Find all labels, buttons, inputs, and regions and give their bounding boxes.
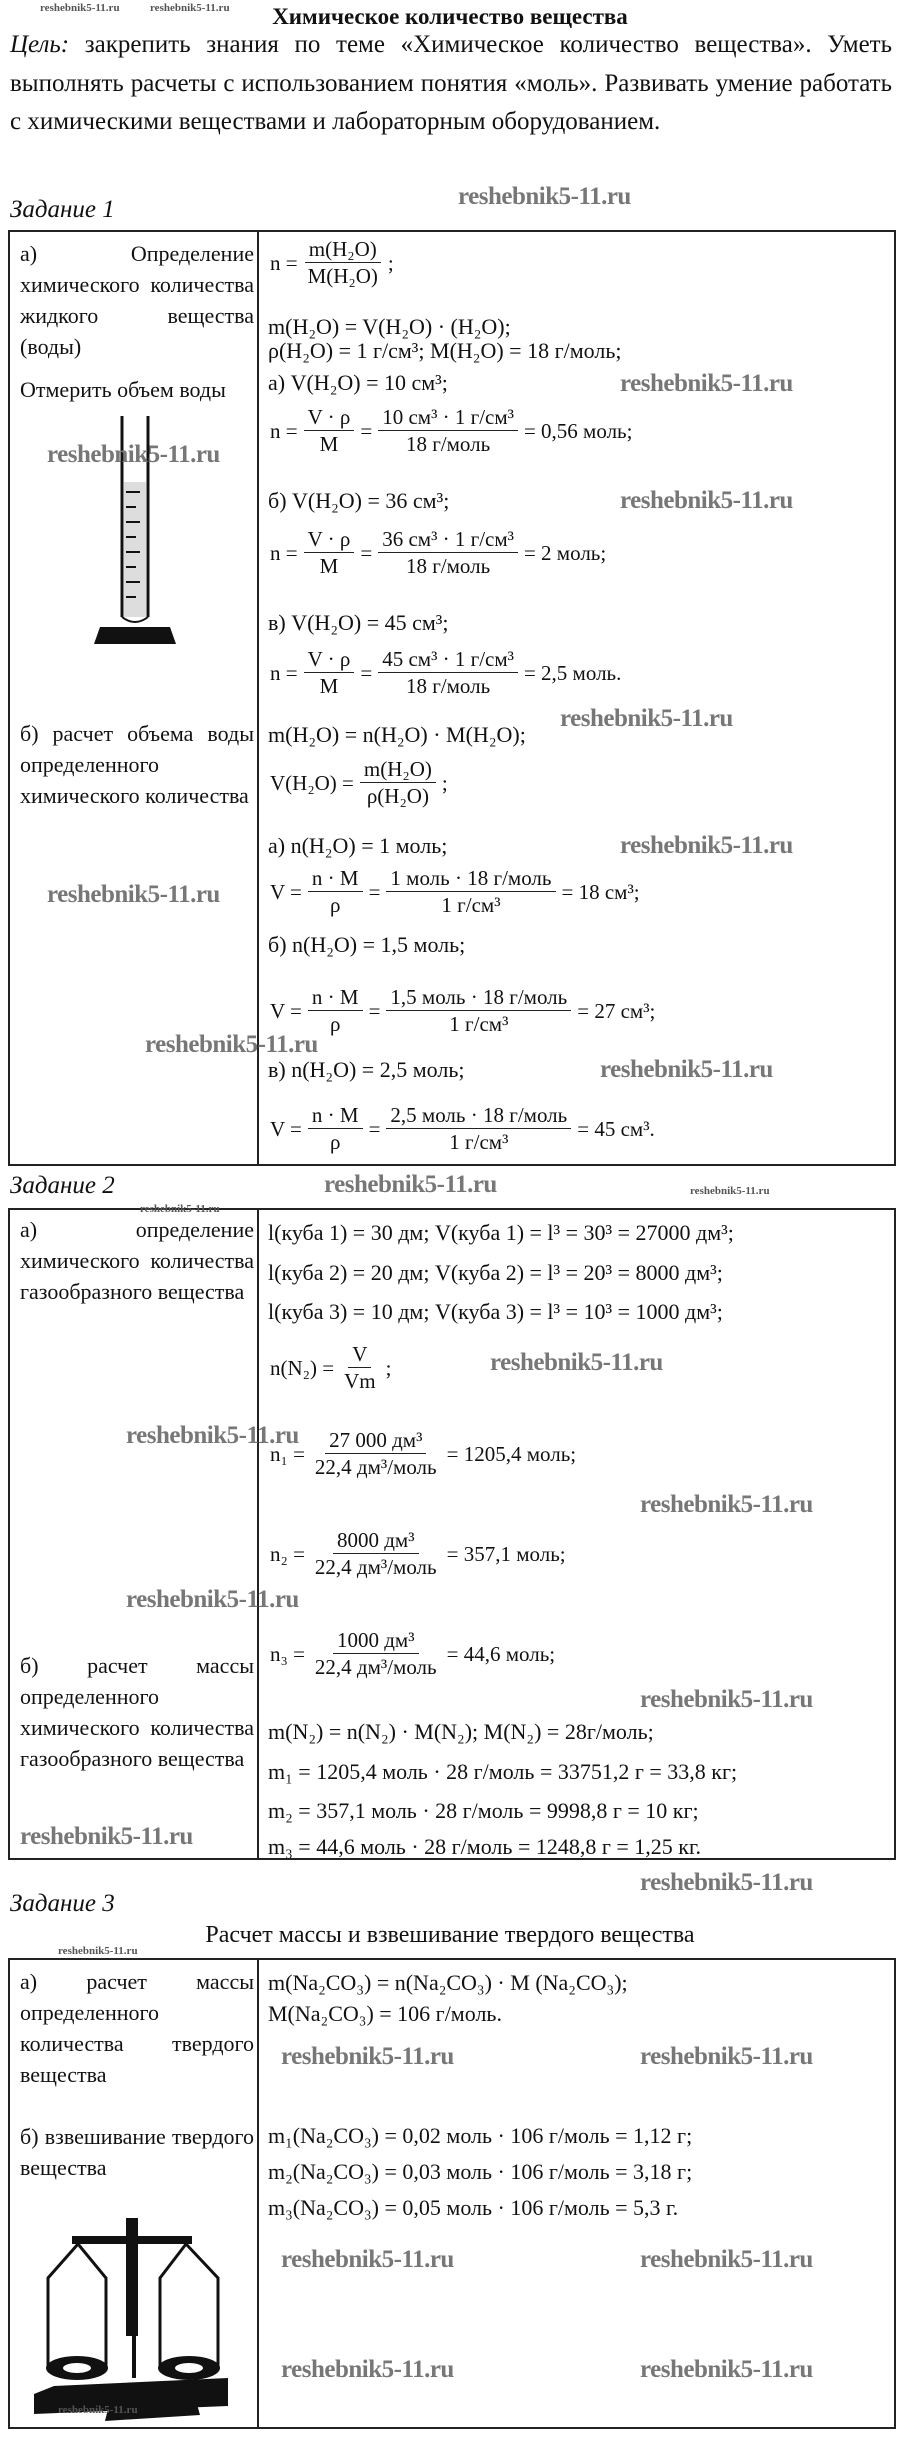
task2-left-a: а) определение химического количества газообразного вещества: [20, 1217, 254, 1304]
formula-segment: V =: [270, 879, 302, 904]
watermark: reshebnik5-11.ru: [324, 1171, 497, 1198]
denominator: 18 г/моль: [405, 554, 491, 578]
fraction-formula: [268, 1628, 557, 1680]
watermark: reshebnik5-11.ru: [458, 183, 631, 210]
fraction: [386, 866, 555, 918]
watermark: reshebnik5-11.ru: [640, 1869, 813, 1896]
formula-segment: =: [360, 540, 373, 565]
task3-subtitle: Расчет массы и взвешивание твердого вещества: [205, 1922, 695, 1948]
watermark: reshebnik5-11.ru: [58, 1945, 138, 1957]
page-title: Химическое количество вещества: [272, 4, 628, 29]
denominator: M(H₂O): [307, 264, 378, 288]
watermark: reshebnik5-11.ru: [150, 2, 230, 14]
formula-line: m(N₂) = n(N₂) · M(N₂); M(N₂) = 28г/моль;: [268, 1719, 654, 1744]
fraction: [340, 1342, 380, 1394]
formula-segment: =: [360, 418, 373, 443]
formula-segment: n =: [270, 418, 298, 443]
fraction: [304, 527, 355, 579]
task1-left-a: а) Определение химического количества жидкого вещества (воды): [20, 241, 254, 359]
watermark: reshebnik5-11.ru: [690, 1185, 770, 1197]
formula-segment: ;: [385, 1355, 392, 1380]
watermark: reshebnik5-11.ru: [126, 1422, 299, 1449]
watermark: reshebnik5-11.ru: [600, 1056, 773, 1083]
denominator: 22,4 дм³/моль: [314, 1555, 437, 1579]
fraction: [360, 757, 436, 809]
formula-line: ρ(H₂O) = 1 г/см³; M(H₂O) = 18 г/моль;: [268, 338, 622, 363]
fraction: [304, 237, 382, 289]
formula-line: а) n(H₂O) = 1 моль;: [268, 833, 448, 858]
denominator: M: [319, 674, 339, 698]
formula-segment: V =: [270, 998, 302, 1023]
goal-label: Цель:: [10, 31, 70, 58]
watermark: reshebnik5-11.ru: [640, 1491, 813, 1518]
numerator: 36 см³ · 1 г/см³: [378, 527, 518, 553]
column-divider: [257, 1960, 259, 2427]
watermark: reshebnik5-11.ru: [281, 2043, 454, 2070]
formula-line: в) n(H₂O) = 2,5 моль;: [268, 1057, 465, 1082]
denominator: M: [319, 432, 339, 456]
fraction: [378, 405, 518, 457]
formula-segment: n =: [270, 250, 298, 275]
formula-segment: n₁ =: [270, 1441, 305, 1466]
formula-segment: = 44,6 моль;: [446, 1641, 556, 1666]
numerator: V · ρ: [304, 647, 355, 673]
watermark: reshebnik5-11.ru: [640, 2246, 813, 2273]
formula-segment: = 2,5 моль.: [523, 660, 622, 685]
task1-left-b: б) расчет объема воды определенного химического количества: [20, 721, 254, 808]
numerator: 8000 дм³: [333, 1528, 419, 1554]
watermark: reshebnik5-11.ru: [140, 1203, 220, 1215]
fraction-formula: [268, 1342, 393, 1394]
watermark: reshebnik5-11.ru: [47, 441, 220, 468]
denominator: ρ: [329, 893, 341, 917]
numerator: n · M: [308, 866, 363, 892]
formula-line: l(куба 1) = 30 дм; V(куба 1) = l³ = 30³ = 27000 дм³;: [268, 1220, 734, 1245]
fraction: [311, 1628, 441, 1680]
watermark: reshebnik5-11.ru: [145, 1031, 318, 1058]
watermark: reshebnik5-11.ru: [281, 2246, 454, 2273]
watermark: reshebnik5-11.ru: [620, 487, 793, 514]
denominator: 1 г/см³: [449, 1012, 509, 1036]
fraction: [304, 405, 355, 457]
watermark: reshebnik5-11.ru: [126, 1586, 299, 1613]
watermark: reshebnik5-11.ru: [640, 2356, 813, 2383]
fraction: [386, 985, 571, 1037]
numerator: 1000 дм³: [333, 1628, 419, 1654]
fraction-formula: [268, 985, 657, 1037]
formula-line: m₃(Na₂CO₃) = 0,05 моль · 106 г/моль = 5,3 г.: [268, 2195, 679, 2220]
formula-segment: n₂ =: [270, 1541, 305, 1566]
formula-line: l(куба 3) = 10 дм; V(куба 3) = l³ = 10³ = 1000 дм³;: [268, 1299, 723, 1324]
task1-label: Задание 1: [10, 196, 115, 223]
formula-line: m₁ = 1205,4 моль · 28 г/моль = 33751,2 г = 33,8 кг;: [268, 1759, 738, 1784]
fraction-formula: [268, 237, 396, 289]
task2-label: Задание 2: [10, 1172, 115, 1199]
denominator: 18 г/моль: [405, 432, 491, 456]
formula-segment: n =: [270, 540, 298, 565]
numerator: m(H₂O): [305, 237, 381, 263]
fraction-formula: [268, 866, 642, 918]
numerator: V · ρ: [304, 405, 355, 431]
formula-segment: V(H₂O) =: [270, 770, 354, 795]
formula-segment: =: [368, 998, 381, 1023]
numerator: m(H₂O): [360, 757, 436, 783]
watermark: reshebnik5-11.ru: [58, 2404, 138, 2416]
numerator: 2,5 моль · 18 г/моль: [386, 1103, 571, 1129]
watermark: reshebnik5-11.ru: [560, 705, 733, 732]
task1-left-measure: Отмерить объем воды: [20, 377, 226, 402]
formula-line: в) V(H₂O) = 45 см³;: [268, 610, 449, 635]
fraction: [304, 647, 355, 699]
numerator: 10 см³ · 1 г/см³: [378, 405, 518, 431]
formula-line: l(куба 2) = 20 дм; V(куба 2) = l³ = 20³ = 8000 дм³;: [268, 1260, 723, 1285]
formula-segment: = 1205,4 моль;: [446, 1441, 577, 1466]
column-divider: [257, 1210, 259, 1858]
denominator: 18 г/моль: [405, 674, 491, 698]
formula-segment: = 0,56 моль;: [523, 418, 633, 443]
fraction-formula: [268, 1428, 578, 1480]
denominator: 1 г/см³: [441, 893, 501, 917]
numerator: V: [348, 1342, 371, 1368]
denominator: Vm: [344, 1369, 376, 1393]
denominator: 22,4 дм³/моль: [314, 1455, 437, 1479]
fraction-formula: [268, 757, 450, 809]
fraction-formula: [268, 647, 623, 699]
formula-segment: = 18 см³;: [561, 879, 640, 904]
fraction-formula: [268, 405, 634, 457]
numerator: 1,5 моль · 18 г/моль: [386, 985, 571, 1011]
denominator: M: [319, 554, 339, 578]
watermark: reshebnik5-11.ru: [620, 832, 793, 859]
formula-line: M(Na₂CO₃) = 106 г/моль.: [268, 2001, 502, 2026]
formula-segment: n(N₂) =: [270, 1355, 335, 1380]
numerator: 45 см³ · 1 г/см³: [378, 647, 518, 673]
formula-line: m₃ = 44,6 моль · 28 г/моль = 1248,8 г = 1,25 кг.: [268, 1834, 702, 1859]
formula-line: б) V(H₂O) = 36 см³;: [268, 488, 450, 513]
column-divider: [257, 232, 259, 1164]
watermark: reshebnik5-11.ru: [490, 1349, 663, 1376]
formula-segment: = 357,1 моль;: [446, 1541, 566, 1566]
watermark: reshebnik5-11.ru: [281, 2356, 454, 2383]
fraction: [308, 866, 363, 918]
watermark: reshebnik5-11.ru: [640, 1686, 813, 1713]
formula-line: m(H₂O) = n(H₂O) · M(H₂O);: [268, 722, 526, 747]
task3-left-b: б) взвешивание твердого вещества: [20, 2124, 254, 2180]
numerator: n · M: [308, 985, 363, 1011]
task3-label: Задание 3: [10, 1890, 115, 1917]
watermark: reshebnik5-11.ru: [20, 1823, 193, 1850]
watermark: reshebnik5-11.ru: [40, 2, 120, 14]
task2-left-b: б) расчет массы определенного химического количества газообразного вещества: [20, 1653, 254, 1771]
fraction: [378, 527, 518, 579]
formula-segment: = 45 см³.: [577, 1116, 655, 1141]
numerator: n · M: [308, 1103, 363, 1129]
formula-line: m(H₂O) = V(H₂O) · (H₂O);: [268, 314, 511, 339]
numerator: 27 000 дм³: [325, 1428, 426, 1454]
fraction: [386, 1103, 571, 1155]
fraction: [378, 647, 518, 699]
formula-line: m₁(Na₂CO₃) = 0,02 моль · 106 г/моль = 1,12 г;: [268, 2123, 693, 2148]
fraction: [308, 1103, 363, 1155]
formula-segment: n =: [270, 660, 298, 685]
formula-line: m₂ = 357,1 моль · 28 г/моль = 9998,8 г = 10 кг;: [268, 1798, 699, 1823]
watermark: reshebnik5-11.ru: [620, 370, 793, 397]
numerator: 1 моль · 18 г/моль: [386, 866, 555, 892]
fraction: [311, 1428, 441, 1480]
watermark: reshebnik5-11.ru: [47, 881, 220, 908]
fraction: [311, 1528, 441, 1580]
fraction-formula: [268, 1103, 657, 1155]
formula-segment: =: [368, 1116, 381, 1141]
denominator: ρ: [329, 1130, 341, 1154]
formula-line: m₂(Na₂CO₃) = 0,03 моль · 106 г/моль = 3,18 г;: [268, 2159, 693, 2184]
formula-segment: V =: [270, 1116, 302, 1141]
formula-line: а) V(H₂O) = 10 см³;: [268, 370, 448, 395]
watermark: reshebnik5-11.ru: [640, 2043, 813, 2070]
formula-segment: ;: [441, 770, 448, 795]
formula-segment: =: [368, 879, 381, 904]
denominator: 1 г/см³: [449, 1130, 509, 1154]
task3-left-a: а) расчет массы определенного количества твердого вещества: [20, 1969, 254, 2087]
formula-segment: =: [360, 660, 373, 685]
formula-line: m(Na₂CO₃) = n(Na₂CO₃) · M (Na₂CO₃);: [268, 1970, 628, 1995]
denominator: ρ: [329, 1012, 341, 1036]
fraction-formula: [268, 1528, 568, 1580]
formula-segment: n₃ =: [270, 1641, 305, 1666]
formula-segment: = 2 моль;: [523, 540, 607, 565]
goal-text: закрепить знания по теме «Химическое количество вещества». Уметь выполнять расчеты с использованием понятия «моль». Развивать умение работать с химическими веществами и лабораторным оборудованием.: [10, 31, 893, 135]
goal-paragraph: [10, 26, 892, 142]
fraction-formula: [268, 527, 608, 579]
formula-segment: = 27 см³;: [577, 998, 656, 1023]
formula-line: б) n(H₂O) = 1,5 моль;: [268, 932, 466, 957]
denominator: 22,4 дм³/моль: [314, 1655, 437, 1679]
denominator: ρ(H₂O): [366, 784, 429, 808]
formula-segment: ;: [387, 250, 394, 275]
numerator: V · ρ: [304, 527, 355, 553]
